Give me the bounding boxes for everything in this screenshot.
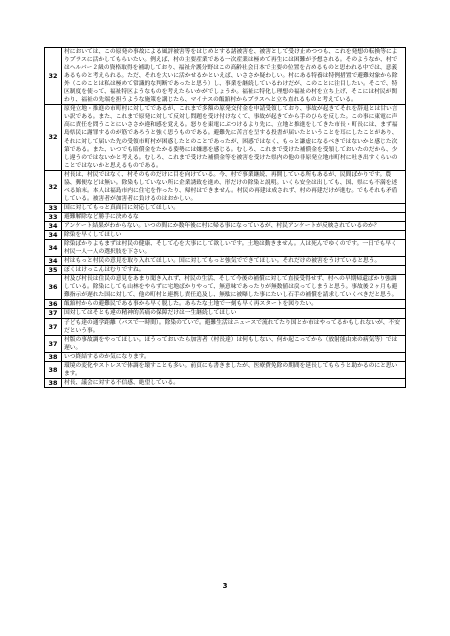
row-number: 34 bbox=[45, 257, 62, 266]
row-number: 32 bbox=[45, 48, 62, 105]
comment-text: 避難解除など勝手に決めるな bbox=[62, 212, 406, 221]
table-row bbox=[45, 309, 406, 318]
comments-table-body bbox=[45, 48, 406, 388]
table-row bbox=[45, 361, 406, 378]
table-row bbox=[45, 105, 406, 170]
row-number: 38 bbox=[45, 361, 62, 378]
row-number: 36 bbox=[45, 300, 62, 309]
table-row bbox=[45, 203, 406, 212]
row-number: 34 bbox=[45, 221, 62, 230]
comment-text: 原発立地・推進の市町村に対してであるが、これまで多額の原発交付金を申請受領しており、事故が起きてそれを辞退とは甘い言い訳である。また、これまで原発に対して反対し問題を受け付けなくて、事故が起きてから手のひらを反した。この事に東電に声高に責任を問うことにいささか違和感を覚える。怒りを東電にぶつけるより先に、立地と推進をしてきた市長・町長には、まず福島県民に謝罪するのが筋であろうと強く思うものである。避難先に苦言を呈する投書が届いたということを耳にしたことがあり、それに対して届いた先の受領市町村が困惑したとのことであったが、困惑ではなく、もっと謙虚になるべきではないかと感じた次第である。また、いつでも賠償金をたかる姿勢には嫌悪を感じる。むしろ、これまで受けた補償金を受領しておいたのだから、少し違うのではないかと考える。むしろ、これまで受けた補償金等を被害を受けた県内の他の非原発立地市町村に吐き出すくらいのことではないかと思えるものである。 bbox=[62, 105, 406, 170]
comment-text: 国対してはそとも違の精神的苦痛の保障だけは一生継続してほしい bbox=[62, 309, 406, 318]
comment-text: 除染ばかりよもまずは村民の健康、そして心を大事にして欲しいです。土地は動きません。人は死んでゆくのです。一日でも早く村民一人一人の選択肢を下さい。 bbox=[62, 240, 406, 257]
table-row bbox=[45, 275, 406, 300]
row-number: 34 bbox=[45, 231, 62, 240]
comment-text: 村においては、この原発の事故による風評被害等をはじめとする諸被害を、被害として受け止めつつも、これを発想の転換等によりプラスに活かしてもらいたい。例えば、村の主要産業である一次産業は極めて再生には困難が予想される。そのようなか、村ではヘルパー２級の資格取得を補助しており、福祉介護分野はこの高齢社会日本で主要の位置を占めるものと思われる中では、意義あるものと考えられる。ただ、それを大いに活かせるかといえば、いささか疑わしい。村にある特養は特例措置で避難対象から除外（このことは私は極めて常識的な判断であったと思う）し、事業を継続しているわけだが、このことに注目したい。そこで、特区制度を使って、福祉特区ようなものを考えたらいかがでしょうか。福祉に特化し理想の福祉の村を立ち上げ、そこには村民が関わり、福祉の先端を担うような施策を講じたら、マイナスの飯舘村からプラスへと立ち直れるものと考えている。 bbox=[62, 48, 406, 105]
row-number: 34 bbox=[45, 240, 62, 257]
table-row bbox=[45, 257, 406, 266]
comment-text: 村はもっと村民の意見を取り入れてほしい。国に対してもっと強気でできてほしい。それだけの被害をうけていると思う。 bbox=[62, 257, 406, 266]
table-row bbox=[45, 266, 406, 275]
row-number: 38 bbox=[45, 352, 62, 361]
row-number: 32 bbox=[45, 170, 62, 203]
table-row bbox=[45, 170, 406, 203]
table-row bbox=[45, 335, 406, 352]
row-number: 37 bbox=[45, 309, 62, 318]
row-number: 32 bbox=[45, 105, 62, 170]
row-number: 35 bbox=[45, 266, 62, 275]
table-row bbox=[45, 221, 406, 230]
comment-text: 環境の変化やストレスで体調を壊すことも多い。前頁にも書きましたが、医療費免除の期間を延長してもらうと助かるのにと思います。 bbox=[62, 361, 406, 378]
row-number: 37 bbox=[45, 335, 62, 352]
row-number: 36 bbox=[45, 275, 62, 300]
table-row bbox=[45, 318, 406, 335]
comment-text: 子ども達の通学距離（バスで一時間）。除染のていで。避難生活はニュースで流れてたり国とか市はやってるかもしれないが、不安だという事。 bbox=[62, 318, 406, 335]
table-row bbox=[45, 212, 406, 221]
comment-text: 国に対してもっと真面目に対応してほしい。 bbox=[62, 203, 406, 212]
comments-table bbox=[44, 47, 406, 388]
table-row bbox=[45, 240, 406, 257]
comment-text: いつ終結するのか気になります。 bbox=[62, 352, 406, 361]
row-number: 33 bbox=[45, 203, 62, 212]
row-number: 38 bbox=[45, 378, 62, 387]
comment-text: 村長は、村民ではなく、村そのものだけに目を向けている。今、村で事業継続、再開している所もあるが、民間ばかりです。農協、郵便などは無い。除染もしていない所に企業誘致を進め、形だけの除染と説明。いくら安全は出しても、国、県にも不満を述べる始末。本人は福島市内に住宅を作ったり、帰村はできません。村民の再建は成されず、村の再建だけが進む。でもそれも矛盾している。被害者が加害者に負けるのはおかしい。 bbox=[62, 170, 406, 203]
row-number: 33 bbox=[45, 212, 62, 221]
table-row bbox=[45, 48, 406, 105]
table-row bbox=[45, 300, 406, 309]
comment-text: 村版の事故調をやってほしい。ほうっておいたら加害者（村長達）は何もしない、何か起こってから（放射能由来の病気等）では遅い。 bbox=[62, 335, 406, 352]
comment-text: 村及び村長は住民の意見をあまり聞き入れず、村民の生活、そして今後の補償に対して直接受得せず、村への早期帰還ばかり強調している。除染にしても山林をやらずに宅地ばかりやって、無意味であったりが無数値は戻ってしまうと思う。事故後２ヶ月も避難指示が遅れた国に対して、他の町村と連携し責任追及し、無駄に被曝した事にたいし石手の補償を請求していくべきだと思う。 bbox=[62, 275, 406, 300]
table-row bbox=[45, 378, 406, 387]
row-number: 37 bbox=[45, 318, 62, 335]
table-row bbox=[45, 231, 406, 240]
comment-text: 飯舘村からの避難民である事から早く脱した。あらたな土地で一刻も早く再スタートを図りたい。 bbox=[62, 300, 406, 309]
comment-text: 村長、議会に対する不信感、絶望している。 bbox=[62, 378, 406, 387]
comment-text: アンケート結果がわからない。いつの間にか数年後に村に帰る事になっているが、村民アンケートが反映されているのか？ bbox=[62, 221, 406, 230]
comment-text: ぼくはけっこんはむりですね。 bbox=[62, 266, 406, 275]
table-row bbox=[45, 352, 406, 361]
comment-text: 除染を早くしてほしい bbox=[62, 231, 406, 240]
page-number: 3 bbox=[222, 582, 228, 590]
